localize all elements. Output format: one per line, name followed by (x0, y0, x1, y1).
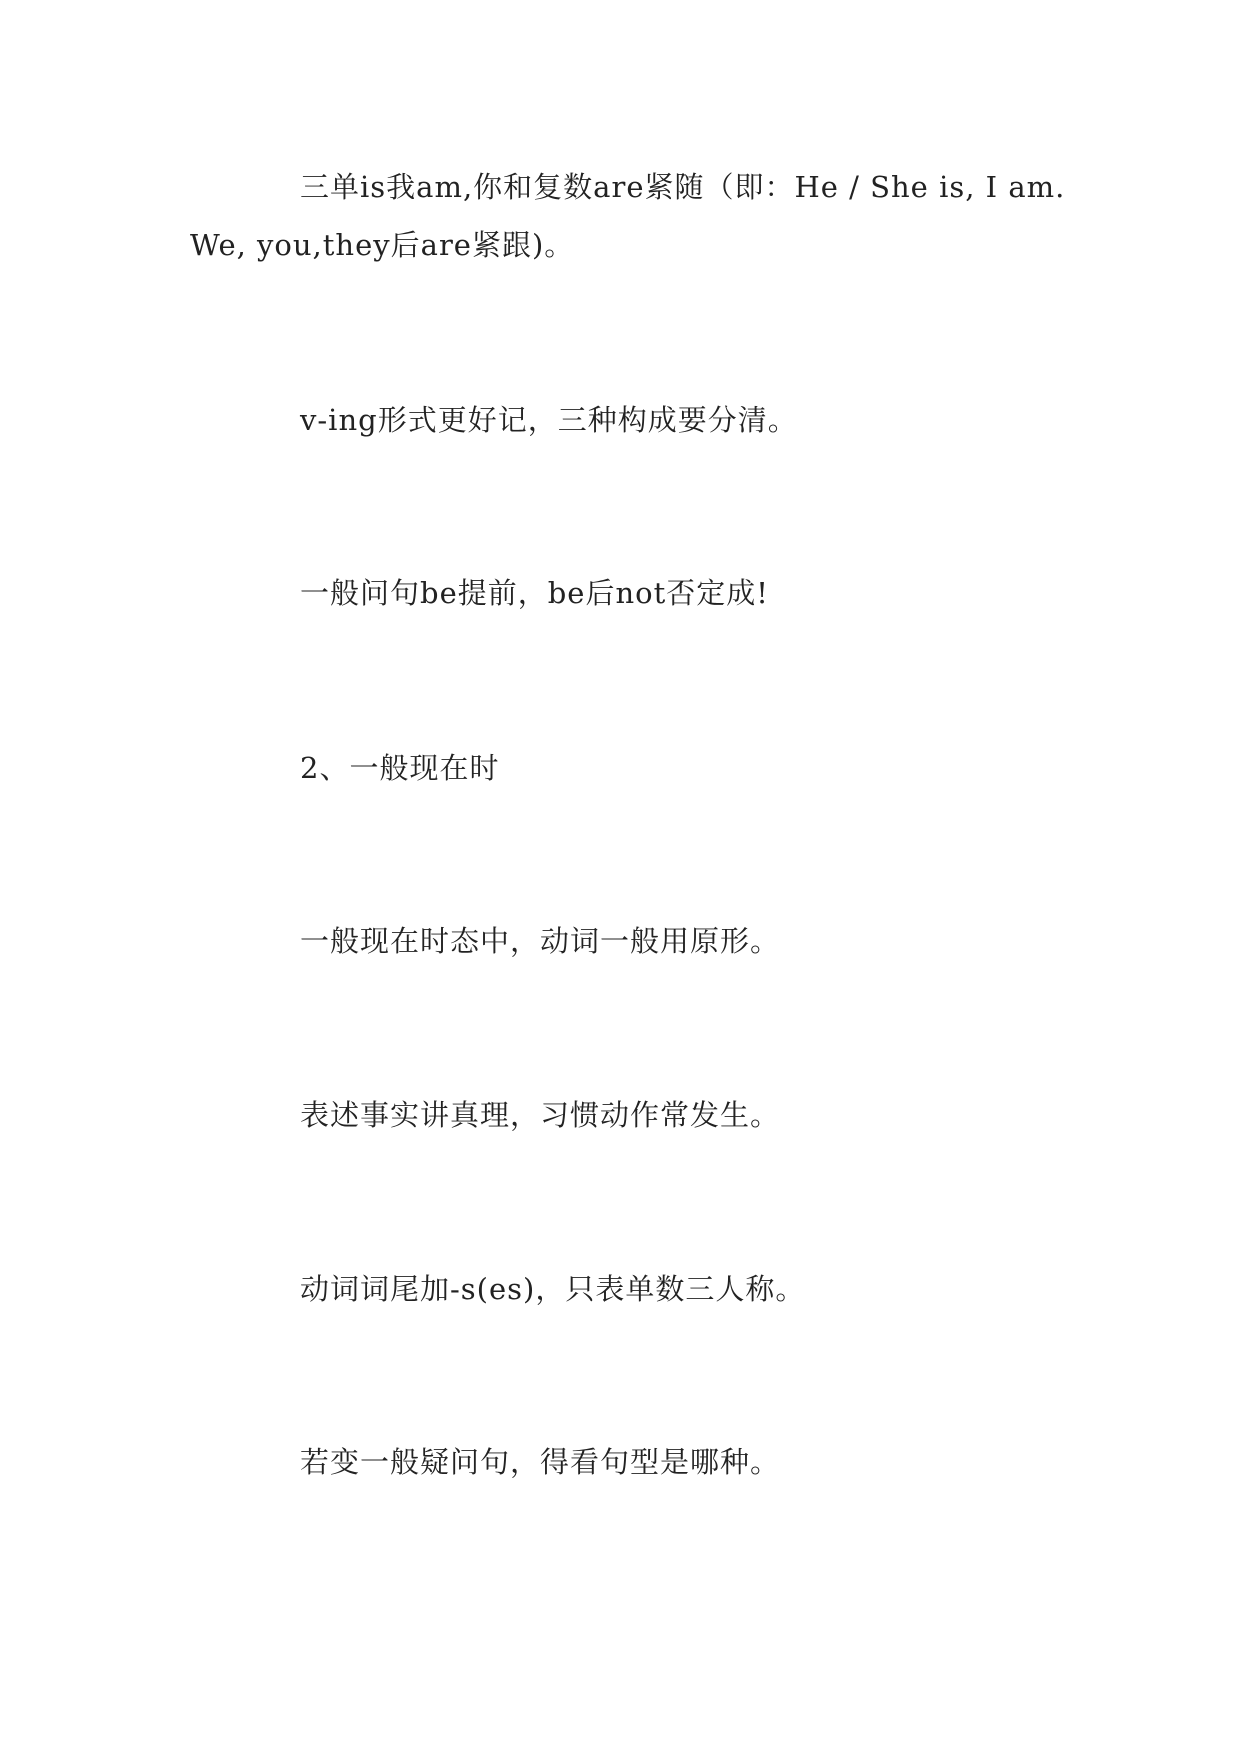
paragraph-simple-present-4: 若变一般疑问句，得看句型是哪种。 (300, 1445, 781, 1479)
paragraph-question-negation: 一般问句be提前，be后not否定成! (300, 576, 769, 610)
section-heading-simple-present: 2、一般现在时 (300, 751, 500, 785)
paragraph-be-verb-rule: 三单is我am,你和复数are紧随（即：He / She is, I am. We, you,they后are紧跟)。 (190, 170, 1076, 262)
paragraph-ving-form: v-ing形式更好记，三种构成要分清。 (300, 403, 798, 437)
paragraph-simple-present-1: 一般现在时态中，动词一般用原形。 (300, 924, 781, 958)
paragraph-simple-present-3: 动词词尾加-s(es)，只表单数三人称。 (300, 1272, 806, 1306)
paragraph-simple-present-2: 表述事实讲真理，习惯动作常发生。 (300, 1098, 781, 1132)
